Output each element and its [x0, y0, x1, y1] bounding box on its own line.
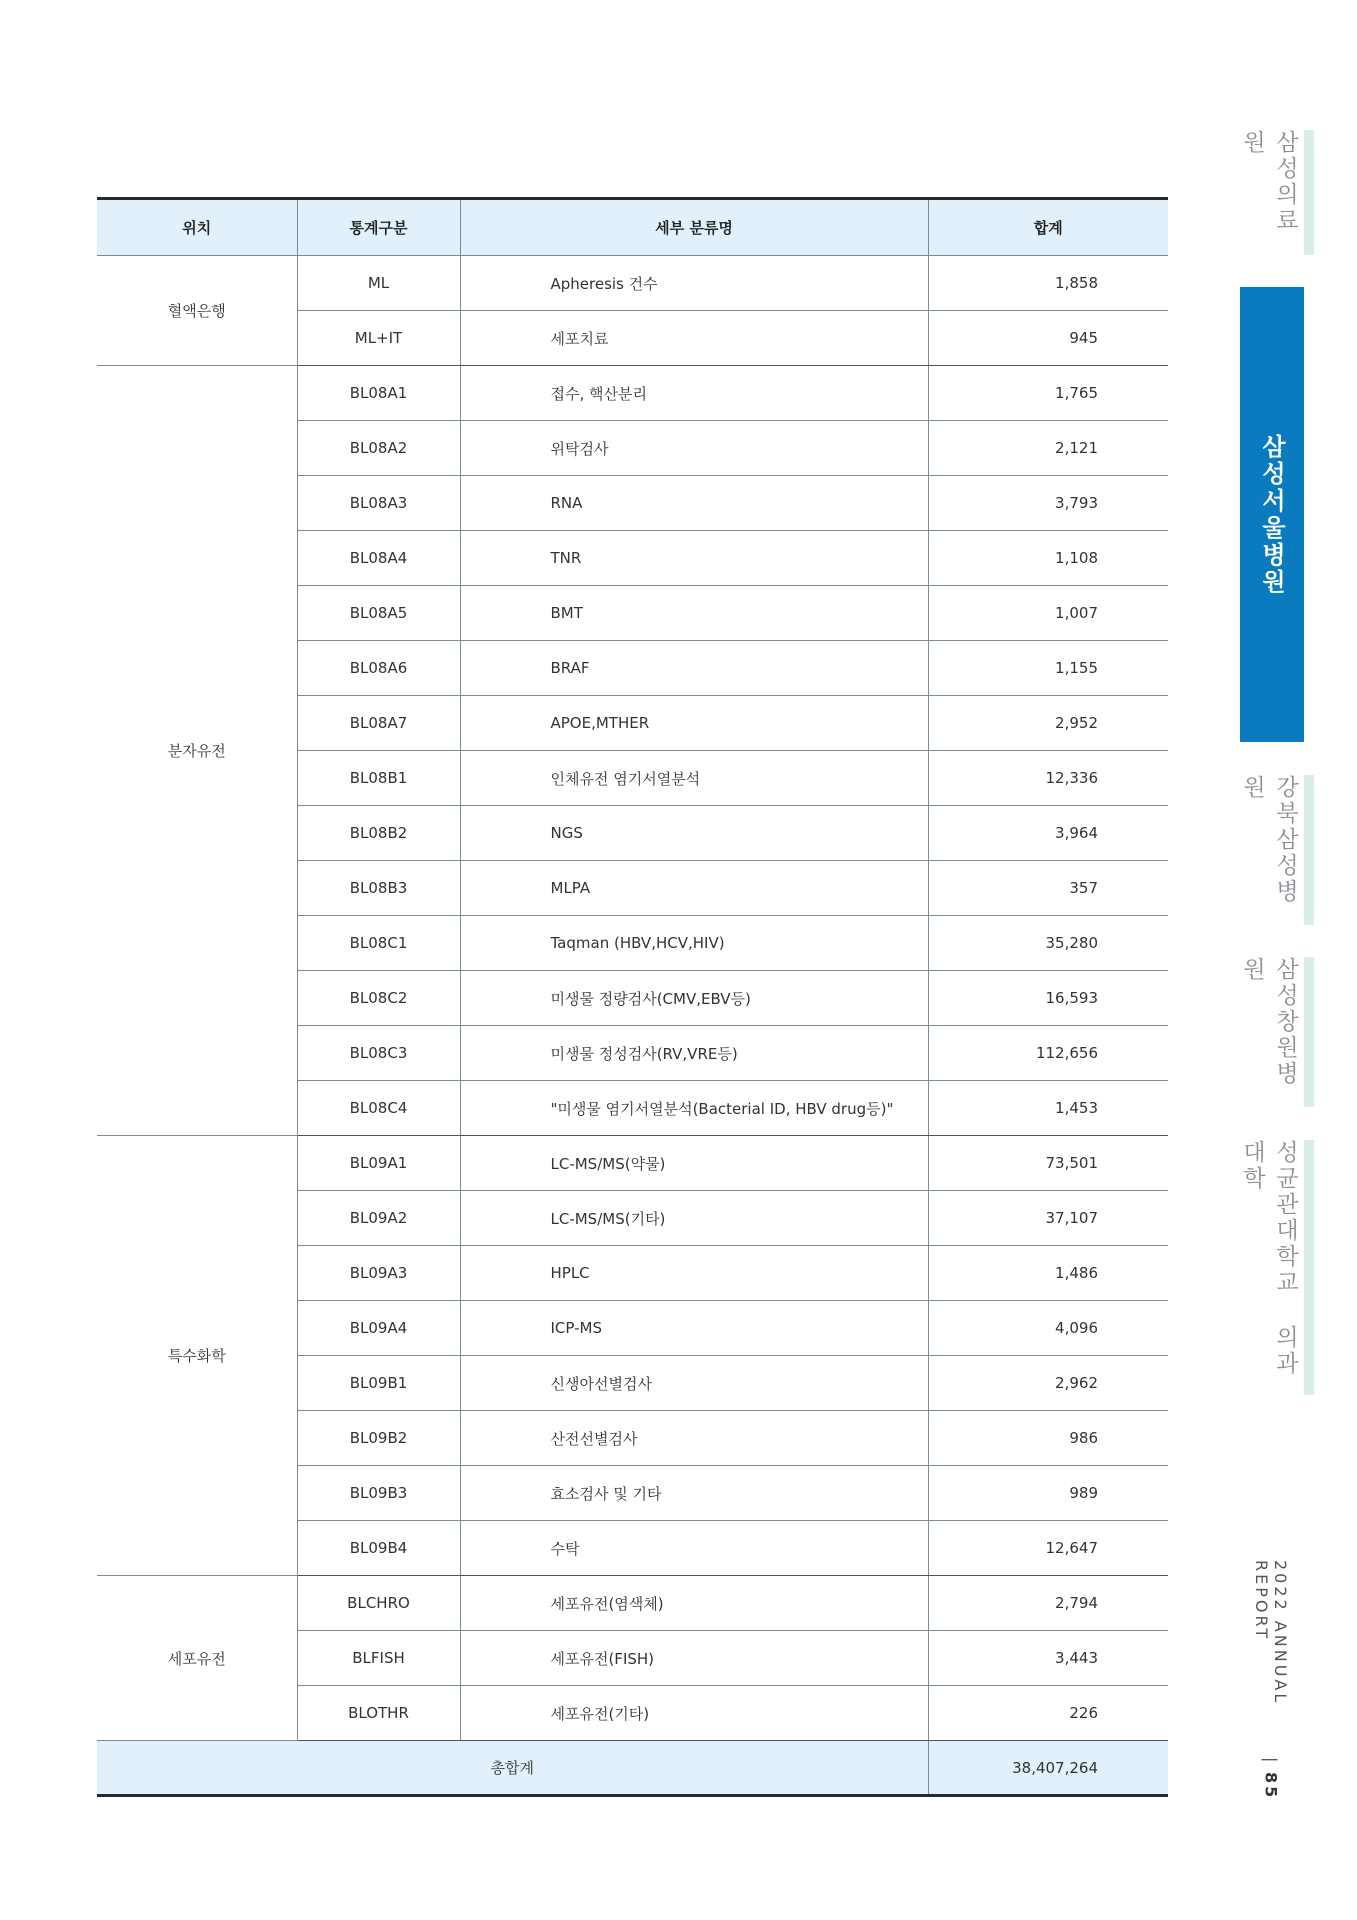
detail-cell: 접수, 핵산분리 [460, 366, 928, 421]
total-cell: 3,443 [928, 1631, 1168, 1686]
total-cell: 986 [928, 1411, 1168, 1466]
code-cell: BL09A3 [297, 1246, 460, 1301]
detail-cell: BRAF [460, 641, 928, 696]
total-cell: 1,453 [928, 1081, 1168, 1136]
total-cell: 357 [928, 861, 1168, 916]
side-tab-label: 삼성의료원 [1239, 130, 1298, 234]
side-tab-label: 삼성서울병원 [1240, 287, 1304, 742]
code-cell: ML+IT [297, 311, 460, 366]
side-tab-1[interactable] [1240, 130, 1357, 255]
code-cell: BL08B1 [297, 751, 460, 806]
total-cell: 112,656 [928, 1026, 1168, 1081]
code-cell: BL08A5 [297, 586, 460, 641]
total-cell: 1,765 [928, 366, 1168, 421]
side-tab-4[interactable] [1240, 957, 1357, 1107]
code-cell: BL09B4 [297, 1521, 460, 1576]
code-cell: BL08A2 [297, 421, 460, 476]
summary-label: 총합계 [97, 1741, 928, 1796]
code-cell: BL08A1 [297, 366, 460, 421]
total-cell: 1,108 [928, 531, 1168, 586]
detail-cell: Apheresis 건수 [460, 256, 928, 311]
total-cell: 2,962 [928, 1356, 1168, 1411]
location-cell: 특수화학 [97, 1136, 297, 1576]
table-body [97, 256, 1168, 1796]
total-cell: 37,107 [928, 1191, 1168, 1246]
header-location: 위치 [97, 199, 297, 256]
side-tab-bar [1304, 130, 1314, 255]
table-row [97, 1136, 1168, 1191]
footer-separator: | [1261, 1757, 1281, 1766]
detail-cell: 세포유전(염색체) [460, 1576, 928, 1631]
side-tab-bar [1304, 957, 1314, 1107]
detail-cell: LC-MS/MS(기타) [460, 1191, 928, 1246]
detail-cell: TNR [460, 531, 928, 586]
total-cell: 3,793 [928, 476, 1168, 531]
total-cell: 2,952 [928, 696, 1168, 751]
detail-cell: ICP-MS [460, 1301, 928, 1356]
detail-cell: BMT [460, 586, 928, 641]
total-cell: 12,647 [928, 1521, 1168, 1576]
total-cell: 1,155 [928, 641, 1168, 696]
table-header-row [97, 199, 1168, 256]
table-row [97, 366, 1168, 421]
code-cell: BL09B2 [297, 1411, 460, 1466]
code-cell: BL08A6 [297, 641, 460, 696]
code-cell: BL08A4 [297, 531, 460, 586]
code-cell: BLOTHR [297, 1686, 460, 1741]
side-tab-label: 성균관대학교 의과대학 [1239, 1140, 1298, 1377]
statistics-table [97, 197, 1168, 1797]
side-tab-3[interactable] [1240, 775, 1357, 925]
code-cell: BLFISH [297, 1631, 460, 1686]
code-cell: ML [297, 256, 460, 311]
detail-cell: NGS [460, 806, 928, 861]
detail-cell: 세포유전(FISH) [460, 1631, 928, 1686]
code-cell: BL08C4 [297, 1081, 460, 1136]
total-cell: 35,280 [928, 916, 1168, 971]
header-stat-category: 통계구분 [297, 199, 460, 256]
location-cell: 혈액은행 [97, 256, 297, 366]
total-cell: 12,336 [928, 751, 1168, 806]
code-cell: BL09B1 [297, 1356, 460, 1411]
code-cell: BL08A3 [297, 476, 460, 531]
code-cell: BL08B3 [297, 861, 460, 916]
total-cell: 989 [928, 1466, 1168, 1521]
page-number: 85 [1261, 1771, 1281, 1800]
code-cell: BL08B2 [297, 806, 460, 861]
summary-total: 38,407,264 [928, 1741, 1168, 1796]
location-cell: 분자유전 [97, 366, 297, 1136]
total-cell: 2,121 [928, 421, 1168, 476]
total-cell: 226 [928, 1686, 1168, 1741]
total-cell: 1,858 [928, 256, 1168, 311]
code-cell: BL09A2 [297, 1191, 460, 1246]
detail-cell: "미생물 염기서열분석(Bacterial ID, HBV drug등)" [460, 1081, 928, 1136]
side-tab-2[interactable] [1240, 287, 1357, 742]
side-tab-bar [1304, 775, 1314, 925]
total-cell: 4,096 [928, 1301, 1168, 1356]
total-cell: 1,486 [928, 1246, 1168, 1301]
detail-cell: RNA [460, 476, 928, 531]
statistics-table-container [97, 197, 1168, 1797]
code-cell: BL08A7 [297, 696, 460, 751]
detail-cell: Taqman (HBV,HCV,HIV) [460, 916, 928, 971]
total-cell: 73,501 [928, 1136, 1168, 1191]
detail-cell: 세포유전(기타) [460, 1686, 928, 1741]
code-cell: BL09A4 [297, 1301, 460, 1356]
total-cell: 3,964 [928, 806, 1168, 861]
report-footer [1240, 1560, 1302, 1800]
detail-cell: 인체유전 염기서열분석 [460, 751, 928, 806]
detail-cell: HPLC [460, 1246, 928, 1301]
total-cell: 945 [928, 311, 1168, 366]
detail-cell: 미생물 정량검사(CMV,EBV등) [460, 971, 928, 1026]
side-tab-bar [1304, 1140, 1314, 1395]
detail-cell: LC-MS/MS(약물) [460, 1136, 928, 1191]
detail-cell: 산전선별검사 [460, 1411, 928, 1466]
detail-cell: 미생물 정성검사(RV,VRE등) [460, 1026, 928, 1081]
code-cell: BL08C1 [297, 916, 460, 971]
side-tab-5[interactable] [1240, 1140, 1357, 1395]
detail-cell: MLPA [460, 861, 928, 916]
detail-cell: 세포치료 [460, 311, 928, 366]
total-cell: 16,593 [928, 971, 1168, 1026]
total-cell: 1,007 [928, 586, 1168, 641]
detail-cell: 수탁 [460, 1521, 928, 1576]
detail-cell: 효소검사 및 기타 [460, 1466, 928, 1521]
code-cell: BL09B3 [297, 1466, 460, 1521]
detail-cell: APOE,MTHER [460, 696, 928, 751]
table-row [97, 1576, 1168, 1631]
code-cell: BL08C3 [297, 1026, 460, 1081]
total-cell: 2,794 [928, 1576, 1168, 1631]
detail-cell: 신생아선별검사 [460, 1356, 928, 1411]
code-cell: BL09A1 [297, 1136, 460, 1191]
code-cell: BL08C2 [297, 971, 460, 1026]
header-total: 합계 [928, 199, 1168, 256]
side-tab-label: 강북삼성병원 [1239, 775, 1298, 905]
side-tab-label: 삼성창원병원 [1239, 957, 1298, 1087]
summary-row [97, 1741, 1168, 1796]
table-row [97, 256, 1168, 311]
header-detail-name: 세부 분류명 [460, 199, 928, 256]
location-cell: 세포유전 [97, 1576, 297, 1741]
report-title: 2022 ANNUAL REPORT [1252, 1560, 1290, 1706]
code-cell: BLCHRO [297, 1576, 460, 1631]
detail-cell: 위탁검사 [460, 421, 928, 476]
